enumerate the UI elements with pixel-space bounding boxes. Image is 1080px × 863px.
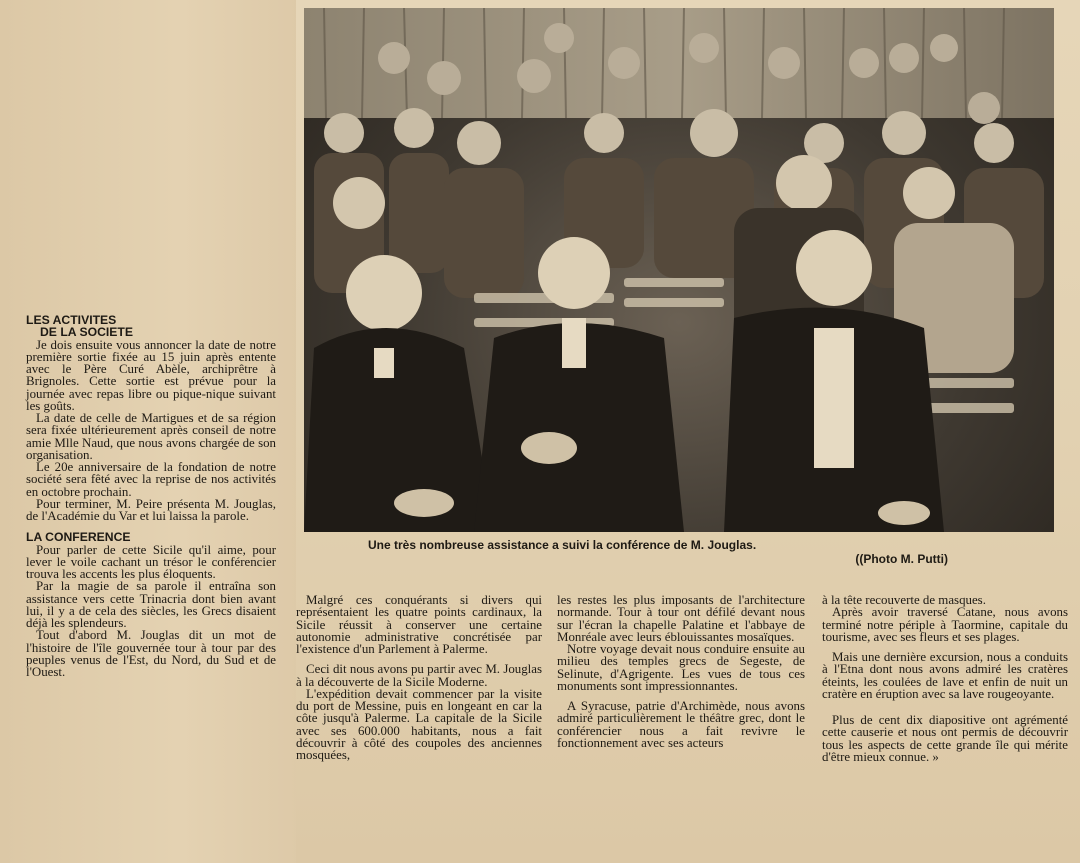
paragraph: A Syracuse, patrie d'Archimède, nous avons admiré particulièrement le théâtre grec, dont le conférencier nous a fait revivre le fonctionnement avec ses acteurs [557, 699, 805, 750]
section-heading-activites-line2: DE LA SOCIETE [40, 325, 133, 340]
audience-photo [304, 8, 1054, 532]
section-heading-activites: LES ACTIVITES [26, 313, 117, 327]
paragraph: Par la magie de sa parole il entraîna son assistance vers cette Trinacria dont bien avant lui, il y a de cela des siècles, les Grecs disaient déjà les splendeurs. [26, 579, 276, 631]
paragraph: Tout d'abord M. Jouglas dit un mot de l'histoire de l'île gouvernée tour à tour par des peuples venus de l'Est, du Nord, du Sud et de l'Ouest. [26, 628, 276, 680]
paragraph: Pour parler de cette Sicile qu'il aime, pour lever le voile cachant un trésor le conférencier trouva les accents les plus éloquents. [26, 542, 276, 582]
article-column-3 [557, 594, 805, 749]
paragraph: Pour terminer, M. Peire présenta M. Jouglas, de l'Académie du Var et lui laissa la parole. [26, 496, 276, 524]
paragraph: L'expédition devait commencer par la visite du port de Messine, puis en longeant en car la côte jusqu'à Palerme. La capitale de la Sicile avec ses 600.000 habitants, nous a fait découvrir à côté des coupoles des anciennes mosquées, [296, 686, 542, 762]
paragraph: Je dois ensuite vous annoncer la date de notre première sortie fixée au 15 juin après entente avec le Père Curé Abèle, archiprêtre à Brignoles. Cette sortie est prévue pour la journée avec repas libre ou pique-nique suivant les goûts. [26, 337, 276, 413]
section-heading-conference: LA CONFERENCE [26, 530, 131, 545]
paragraph: La date de celle de Martigues et de sa région sera fixée ultérieurement après conseil de notre amie Mlle Naud, que nous avons chargée de son organisation. [26, 411, 276, 462]
photo-caption: Une très nombreuse assistance a suivi la conférence de M. Jouglas. [368, 538, 757, 552]
paragraph: à la tête recouverte de masques. [822, 593, 986, 607]
photo-credit: ((Photo M. Putti) [855, 552, 948, 566]
paragraph: Notre voyage devait nous conduire ensuite au milieu des temples grecs de Segeste, de Selinute, d'Agrigente. Les vues de tous ces monuments sont impressionnantes. [557, 642, 805, 693]
photo-caption-block [368, 538, 988, 566]
article-column-1 [26, 314, 276, 678]
paragraph: Le 20e anniversaire de la fondation de notre société sera fêté avec la reprise de nos activités en octobre prochain. [26, 460, 276, 499]
article-column-4 [822, 594, 1068, 763]
paragraph: Plus de cent dix diapositive ont agrémenté cette causerie et nous ont permis de découvrir tous les aspects de cette grande île qui mérite d'être mieux connue. » [822, 713, 1068, 764]
paragraph: Après avoir traversé Catane, nous avons terminé notre périple à Taormine, capitale du tourisme, avec ses fleurs et ses plages. [822, 605, 1068, 644]
article-column-2 [296, 594, 542, 761]
audience-photo-image [304, 8, 1054, 532]
paragraph: les restes les plus imposants de l'architecture normande. Tour à tour ont défilé devant nous sur l'écran la chapelle Palatine et l'abbaye de Monréale avec leurs éblouissantes mosaïques. [557, 593, 805, 644]
paragraph: Ceci dit nous avons pu partir avec M. Jouglas à la découverte de la Sicile Moderne. [296, 662, 542, 689]
paragraph: Malgré ces conquérants si divers qui représentaient les quatre points cardinaux, la Sicile réussit à conserver une certaine autonomie administrative concrétisée par l'existence d'un Parlement à Palerme. [296, 593, 542, 656]
paragraph: Mais une dernière excursion, nous a conduits à l'Etna dont nous avons admiré les cratères éteints, les coulées de lave et enfin de nuit un cratère en éruption avec sa lave rougeoyante. [822, 650, 1068, 701]
